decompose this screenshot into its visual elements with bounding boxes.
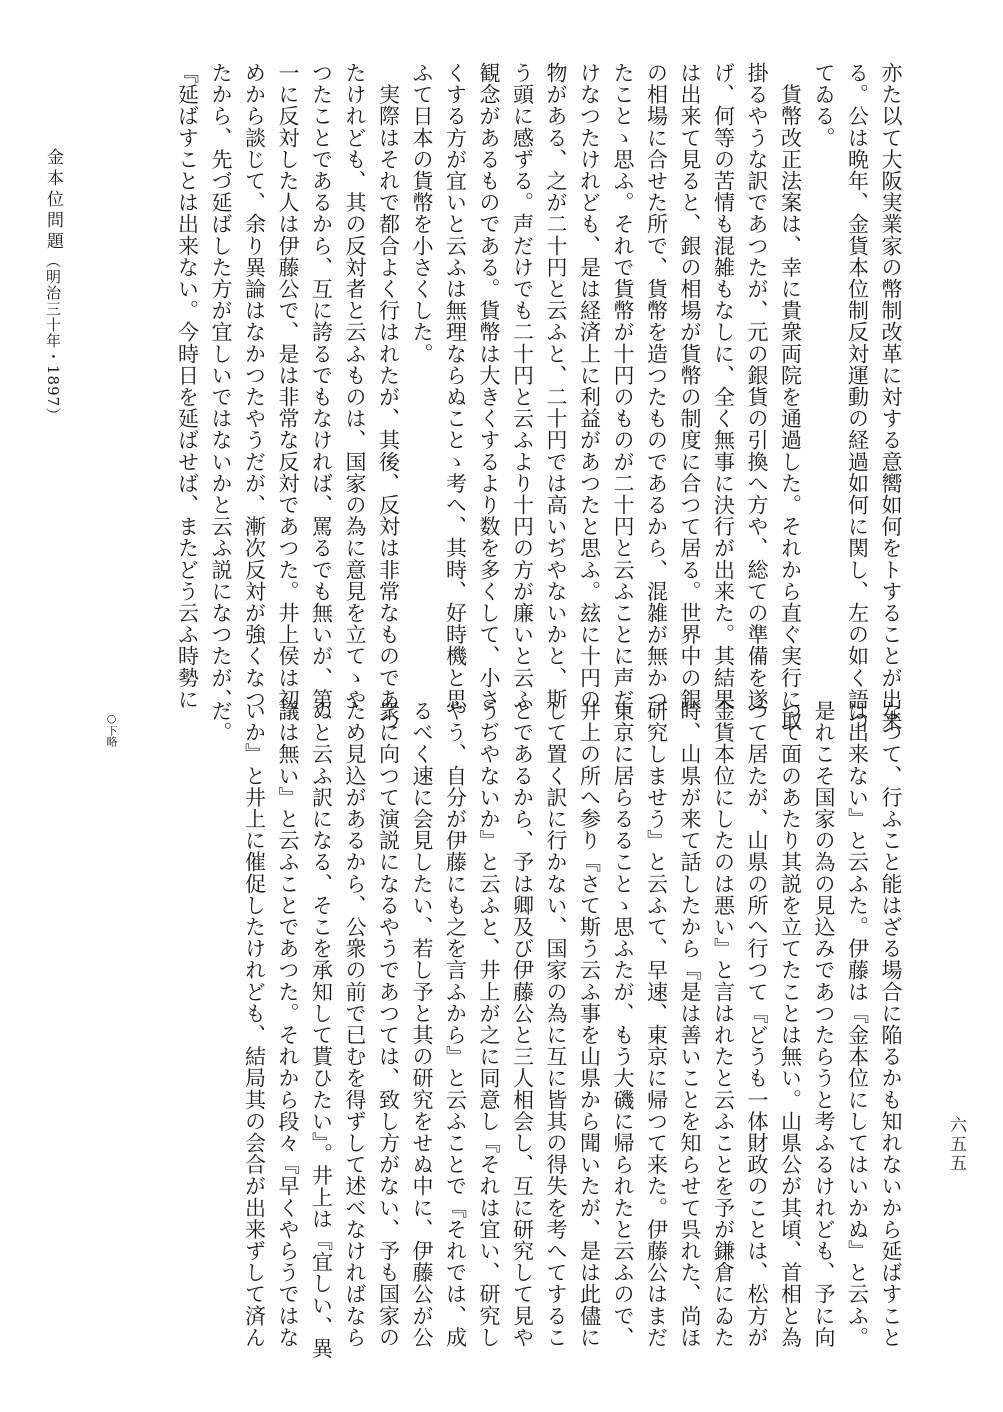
text-column: とであるから、予は卿及び伊藤公と三人相会し、互に研究して見や [510,700,535,1348]
text-column: 金貨本位にしたのは悪い』と言はれたと云ふことを予が鎌倉にゐた [711,700,736,1348]
text-column: めから談じて、余り異論はなかつたやうだが、漸次反対が強くなつ [242,62,267,710]
text-column: ふて日本の貨幣を小さくした。 [410,62,434,365]
text-column: げ、何等の苦情も混雑もなしに、全く無事に決行が出来た。其結果 [711,62,736,710]
text-column: つて面のあたり其説を立てたことは無い。山県公が其頃、首相と為 [778,700,803,1348]
text-column: たことゝ思ふ。それで貨幣が十円のものが二十円と云ふことに声だ [611,62,635,710]
lower-text-block [204,700,908,1360]
text-column: 観念があるものである。貨幣は大きくするより数を多くして、小さ [477,62,501,710]
text-column: ため見込があるから、公衆の前で已むを得ずして述べなければなら [343,700,367,1348]
running-header-era: （明治三十年・1897） [44,253,62,424]
text-column: 掛るやうな訳であつたが、元の銀貨の引換へ方や、総ての準備を遂 [745,62,769,710]
text-column: は出来て見ると、銀の相場が貨幣の制度に合つて居る。世界中の銀 [678,62,702,710]
text-column: 物がある、之が二十円と云ふと、二十円では高いぢやないかと、斯 [544,62,568,710]
text-column: うぢやないか』と云ふと、井上が之に同意し『それは宜い、研究し [477,700,501,1348]
text-column: 『延ばすことは出来ない。今時日を延ばせば、またどう云ふ時勢に [175,62,200,710]
text-column: 衆に向つて演説になるやうであつては、致し方がない、予も国家の [376,700,401,1348]
text-column: 時、山県が来て話したから『是は善いことを知らせて呉れた、尚ほ [678,700,702,1348]
text-column: だ。 [209,700,233,744]
text-column: 実際はそれで都合よく行はれたが、其後、反対は非常なものであつ [376,62,401,732]
text-column: ぬと云ふ訳になる、そこを承知して貰ひたい』。井上は『宜しい、異 [309,700,334,1360]
text-column: 井上の所へ参り『さて斯う云ふ事を山県から聞いたが、是は此儘に [577,700,602,1348]
upper-text-block [170,62,907,732]
text-column: けなつたけれども、是は経済上に利益があつたと思ふ。玆に十円の [577,62,602,710]
text-column: 貨幣改正法案は、幸に貴衆両院を通過した。それから直ぐ実行に取 [778,62,803,732]
text-column: る。公は晩年、金貨本位制反対運動の経過如何に関し、左の如く語つ [845,62,870,732]
page-number: 六五五 [946,1116,966,1173]
omission-note: ○下略 [105,712,118,747]
text-column: 議は無い』と云ふことであつた。それから段々『早くやらうではな [276,700,300,1348]
text-column: 東京に居らるることゝ思ふたが、もう大磯に帰られたと云ふので、 [611,700,635,1348]
text-column: るべく速に会見したい、若し予と其の研究をせぬ中に、伊藤公が公 [410,700,434,1348]
running-header [42,148,64,423]
text-column: は出来ない』と云ふた。伊藤は『金本位にしてはいかぬ』と云ふ。 [845,700,870,1348]
text-column: なつて、行ふこと能はざる場合に陥るかも知れないから延ばすこと [879,700,903,1348]
text-column: つて居たが、山県の所へ行つて『どうも一体財政のことは、松方が [745,700,769,1348]
text-column: いか』と井上に催促したけれども、結局其の会合が出来ずして済ん [242,700,267,1348]
text-column: つたことであるから、互に誇るでもなければ、罵るでも無いが、第 [309,62,334,710]
text-column: の相場に合せた所で、貨幣を造つたものであるから、混雑が無かつ [644,62,669,710]
text-column: 是れこそ国家の為の見込みであつたらうと考ふるけれども、予に向 [812,700,836,1348]
text-column: たけれども、其の反対者と云ふものは、国家の為に意見を立てゝや [343,62,367,710]
text-column: 研究しませう』と云ふて、早速、東京に帰つて来た。伊藤公はまだ [644,700,669,1348]
text-column: たから、先づ延ばした方が宜しいではないかと云ふ説になつたが、 [209,62,233,710]
text-column: 亦た以て大阪実業家の幣制改革に対する意嚮如何をトすることが出来 [879,62,903,732]
text-column: くする方が宜いと云ふは無理ならぬことゝ考へ、其時、好時機と思 [443,62,468,710]
text-column: して置く訳に行かない、国家の為に互に皆其の得失を考へてするこ [544,700,568,1348]
text-column: 一に反対した人は伊藤公で、是は非常な反対であつた。井上侯は初 [276,62,300,710]
text-column: てゐる。 [812,62,836,149]
text-column: やう、自分が伊藤にも之を言ふから』と云ふことで『それでは、成 [443,700,468,1348]
text-column: う頭に感ずる。声だけでも二十円と云ふより十円の方が廉いと云ふ [510,62,535,710]
running-header-title: 金本位問題 [43,148,63,253]
